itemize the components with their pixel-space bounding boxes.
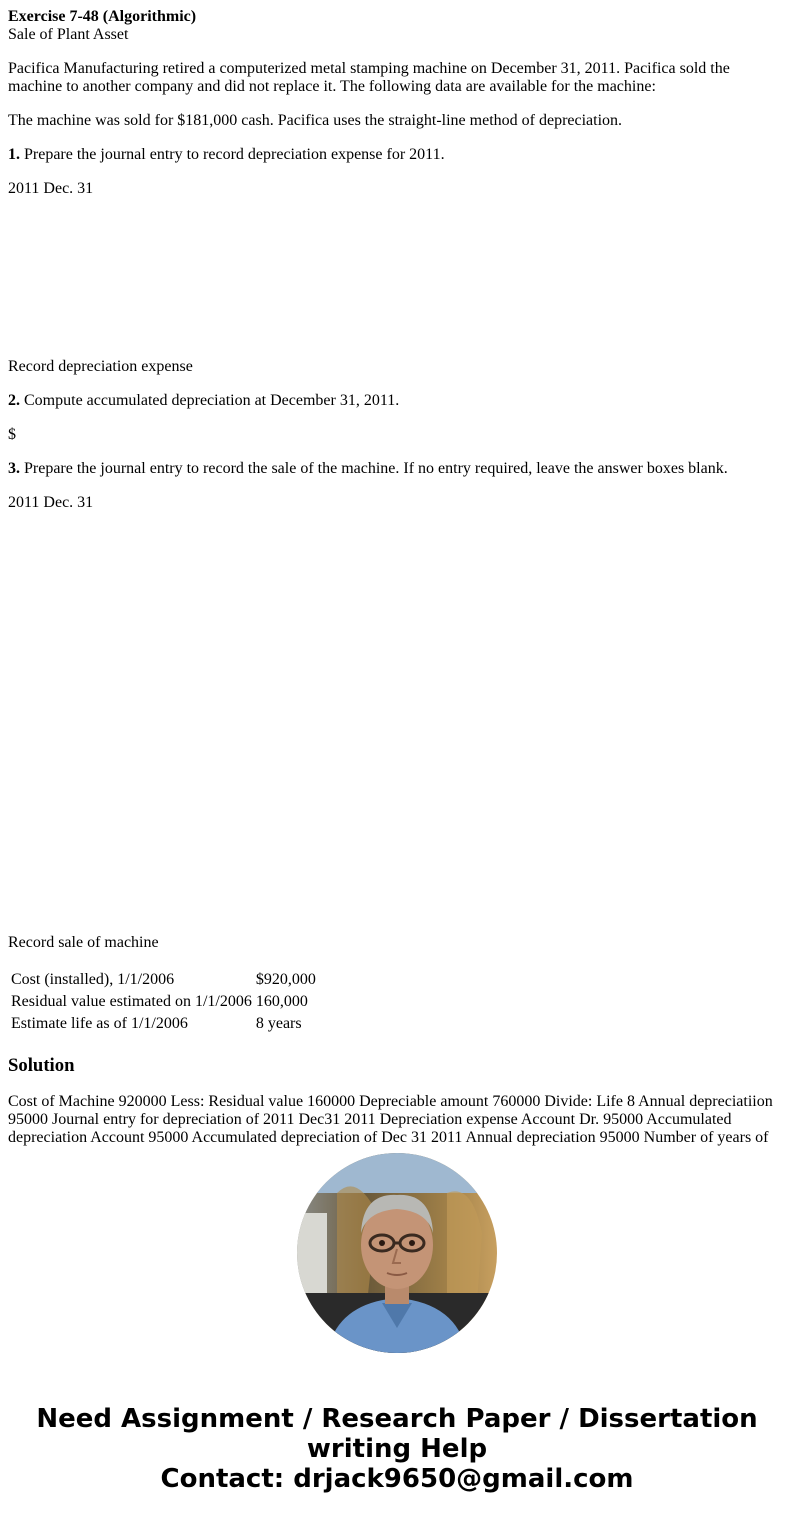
author-avatar: [297, 1153, 497, 1353]
journal-date-2: 2011 Dec. 31: [8, 494, 94, 511]
question-3: [8, 460, 786, 478]
table-cell-value: 8 years: [255, 1015, 302, 1032]
answer-area-1: [8, 198, 786, 342]
intro-paragraph: Pacifica Manufacturing retired a computerized metal stamping machine on December 31, 2011. Pacifica sold the machine to another company and did not replace it. The following data are available for the machine:: [8, 60, 730, 95]
document-body: [8, 0, 786, 1147]
question-number: 3.: [8, 460, 20, 477]
promo-contact: Contact: drjack9650@gmail.com: [160, 1464, 634, 1494]
table-row: [10, 970, 317, 990]
table-cell-label: Estimate life as of 1/1/2006: [11, 1015, 188, 1032]
question-1: [8, 146, 786, 164]
question-2: [8, 392, 786, 410]
promo-banner: [0, 1404, 794, 1494]
question-text: Compute accumulated depreciation at December 31, 2011.: [20, 392, 400, 409]
question-text: Prepare the journal entry to record the sale of the machine. If no entry required, leave the answer boxes blank.: [20, 460, 728, 477]
solution-heading: Solution: [8, 1055, 75, 1076]
table-row: [10, 992, 317, 1012]
journal-caption-1: Record depreciation expense: [8, 358, 193, 375]
table-cell-label: Residual value estimated on 1/1/2006: [11, 993, 252, 1010]
journal-date-1: 2011 Dec. 31: [8, 180, 94, 197]
table-cell-value: 160,000: [255, 993, 308, 1010]
sale-note: The machine was sold for $181,000 cash. Pacifica uses the straight-line method of depreciation.: [8, 112, 623, 129]
journal-caption-2: Record sale of machine: [8, 934, 159, 951]
author-photo: [297, 1153, 497, 1353]
table-row: [10, 1014, 317, 1034]
question-text: Prepare the journal entry to record depreciation expense for 2011.: [20, 146, 445, 163]
exercise-title: Exercise 7-48 (Algorithmic): [8, 8, 197, 25]
dollar-sign: $: [8, 426, 16, 443]
answer-area-2: [8, 512, 786, 918]
exercise-subtitle: Sale of Plant Asset: [8, 26, 129, 43]
promo-line-1: Need Assignment / Research Paper / Dissertation: [36, 1404, 758, 1434]
question-number: 2.: [8, 392, 20, 409]
machine-data-table: [8, 968, 319, 1036]
promo-line-2: writing Help: [306, 1434, 488, 1464]
table-cell-label: Cost (installed), 1/1/2006: [11, 971, 175, 988]
solution-text: Cost of Machine 920000 Less: Residual value 160000 Depreciable amount 760000 Divide: Life 8 Annual depreciatiion 95000 Journal entry for depreciation of 2011 Dec31 2011 Depreciation expense Account Dr. 95000 Accumulated depreciation Account 95000 Accumulated depreciation of Dec 31 2011 Annual depreciation 95000 Number of years of: [8, 1093, 773, 1146]
question-number: 1.: [8, 146, 20, 163]
table-cell-value: $920,000: [255, 971, 316, 988]
